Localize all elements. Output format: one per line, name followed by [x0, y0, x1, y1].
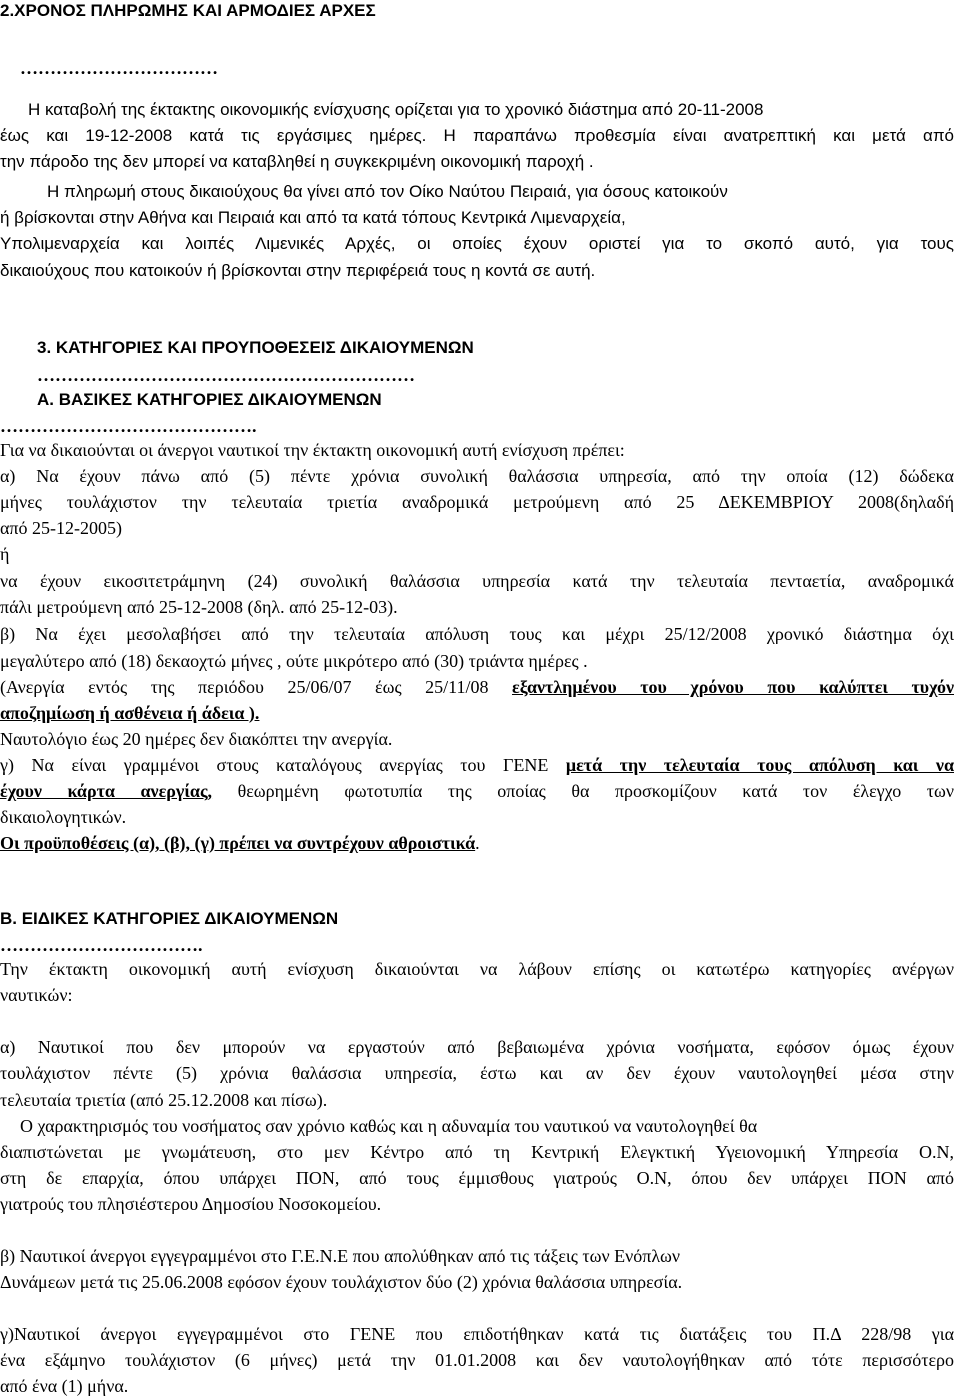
- emphasis-text: Οι προϋποθέσεις (α), (β), (γ) πρέπει να συντρέχουν αθροιστικά: [0, 833, 476, 853]
- section-heading-payment: 2.ΧΡΟΝΟΣ ΠΛΗΡΩΜΗΣ ΚΑΙ ΑΡΜΟΔΙΕΣ ΑΡΧΕΣ: [0, 1, 376, 20]
- paragraph-line: Δυνάμεων μετά τις 25.06.2008 εφόσον έχουν τουλάχιστον δύο (2) χρόνια θαλάσσια υπηρεσία.: [0, 1272, 683, 1292]
- paragraph-line: Ο χαρακτηρισμός του νοσήματος σαν χρόνιο καθώς και η αδυναμία του ναυτικού να ναυτολογηθεί θα: [20, 1116, 758, 1136]
- paragraph-text: (Ανεργία εντός της περιόδου 25/06/07 έως 25/11/08: [0, 677, 513, 697]
- paragraph-line: Για να δικαιούνται οι άνεργοι ναυτικοί την έκτακτη οικονομική αυτή ενίσχυση πρέπει:: [0, 440, 625, 460]
- paragraph-line: Υπολιμεναρχεία και λοιπές Λιμενικές Αρχές, οι οποίες έχουν οριστεί για το σκοπό αυτό, για τους: [0, 234, 954, 253]
- dotted-separator: ……………………………: [20, 58, 218, 78]
- paragraph-line: την πάροδο της δεν μπορεί να καταβληθεί η συγκεκριμένη οικονομική παροχή .: [0, 152, 594, 171]
- paragraph-line: β) Ναυτικοί άνεργοι εγγεγραμμένοι στο Γ.Ε.Ν.Ε που απολύθηκαν από τις τάξεις των Ενόπλων: [0, 1246, 681, 1266]
- emphasis-text: εξαντλημένου του χρόνου που καλύπτει τυχόν: [512, 677, 954, 697]
- paragraph-text: .: [475, 833, 480, 853]
- paragraph-line: γ)Ναυτικοί άνεργοι εγγεγραμμένοι στο ΓΕΝΕ που επιδοτήθηκαν κατά τις διατάξεις του Π.Δ 228/98 για: [0, 1324, 954, 1344]
- paragraph-line: δικαιούχους που κατοικούν ή βρίσκονται στην περιφέρειά τους η κοντά σε αυτή.: [0, 261, 596, 280]
- paragraph-line: να έχουν εικοσιτετράμηνη (24) συνολική θαλάσσια υπηρεσία κατά την τελευταία πενταετία, αναδρομικά: [0, 571, 954, 591]
- paragraph-line: τελευταία τριετία (από 25.12.2008 και πίσω).: [0, 1090, 328, 1110]
- paragraph-line: Η πληρωμή στους δικαιούχους θα γίνει από τον Οίκο Ναύτου Πειραιά, για όσους κατοικούν: [47, 182, 728, 201]
- dotted-separator: ………………………………………………………: [37, 365, 415, 385]
- emphasis-text: μετά την τελευταία τους απόλυση και να: [565, 755, 954, 775]
- paragraph-line: από ένα (1) μήνα.: [0, 1376, 129, 1396]
- paragraph-line: [0, 753, 954, 777]
- paragraph-line: στη δε επαρχία, όπου υπάρχει ΠΟΝ, από τους έμμισθους γιατρούς Ο.Ν, όπου δεν υπάρχει ΠΟΝ από: [0, 1168, 954, 1188]
- paragraph-line: γιατρούς του πλησιέστερου Δημοσίου Νοσοκομείου.: [0, 1194, 382, 1214]
- paragraph-line: μεγαλύτερο από (18) δεκαοχτώ μήνες , ούτε μικρότερο από (30) τριάντα ημέρες .: [0, 651, 588, 671]
- paragraph-line: ή βρίσκονται στην Αθήνα και Πειραιά και από τα κατά τόπους Κεντρικά Λιμεναρχεία,: [0, 208, 626, 227]
- paragraph-line: έως και 19-12-2008 κατά τις εργάσιμες ημέρες. Η παραπάνω προθεσμία είναι ανατρεπτική και μετά από: [0, 126, 954, 145]
- emphasis-text: έχουν κάρτα ανεργίας,: [0, 781, 213, 801]
- dotted-separator: …………………………………….: [0, 416, 257, 436]
- paragraph-line: α) Ναυτικοί που δεν μπορούν να εργαστούν από βεβαιωμένα χρόνια νοσήματα, εφόσον όμως έχουν: [0, 1037, 954, 1057]
- paragraph-text: θεωρημένη φωτοτυπία της οποίας θα προσκομίζουν κατά τον έλεγχο των: [212, 781, 954, 801]
- paragraph-line: [0, 779, 954, 803]
- paragraph-line: α) Να έχουν πάνω από (5) πέντε χρόνια συνολική θαλάσσια υπηρεσία, από την οποία (12) δώδεκα: [0, 466, 954, 486]
- emphasis-line: αποζημίωση ή ασθένεια ή άδεια ).: [0, 703, 260, 723]
- paragraph-line: από 25-12-2005): [0, 518, 123, 538]
- dotted-separator: …………………………….: [0, 935, 203, 955]
- subsection-heading-special: Β. ΕΙΔΙΚΕΣ ΚΑΤΗΓΟΡΙΕΣ ΔΙΚΑΙΟΥΜΕΝΩΝ: [0, 909, 339, 928]
- paragraph-line: τουλάχιστον πέντε (5) χρόνια θαλάσσια υπηρεσία, έστω και αν δεν έχουν ναυτολογηθεί μέσα στην: [0, 1063, 954, 1083]
- subsection-heading-basic: Α. ΒΑΣΙΚΕΣ ΚΑΤΗΓΟΡΙΕΣ ΔΙΚΑΙΟΥΜΕΝΩΝ: [37, 390, 382, 409]
- paragraph-line: Ναυτολόγιο έως 20 ημέρες δεν διακόπτει την ανεργία.: [0, 729, 393, 749]
- paragraph-line: πάλι μετρούμενη από 25-12-2008 (δηλ. από 25-12-03).: [0, 597, 398, 617]
- paragraph-line: Την έκτακτη οικονομική αυτή ενίσχυση δικαιούνται να λάβουν επίσης οι κατωτέρω κατηγορίες ανέργων: [0, 959, 954, 979]
- paragraph-line: δικαιολογητικών.: [0, 807, 127, 827]
- paragraph-line: ή: [0, 544, 10, 564]
- paragraph-line: ένα εξάμηνο τουλάχιστον (6 μήνες) μετά την 01.01.2008 και δεν ναυτολογήθηκαν από τότε περισσότερο: [0, 1350, 954, 1370]
- paragraph-line: ναυτικών:: [0, 985, 73, 1005]
- paragraph-line: Η καταβολή της έκτακτης οικονομικής ενίσχυσης ορίζεται για το χρονικό διάστημα από 20-11-2008: [28, 100, 764, 119]
- paragraph-line: [0, 831, 954, 855]
- paragraph-line: μήνες τουλάχιστον την τελευταία τριετία αναδρομικά μετρούμενη από 25 ΔΕΚΕΜΒΡΙΟΥ 2008(δηλαδή: [0, 492, 954, 512]
- paragraph-line: β) Να έχει μεσολαβήσει από την τελευταία απόλυση τους και μέχρι 25/12/2008 χρονικό διάστημα όχι: [0, 624, 954, 644]
- paragraph-line: [0, 675, 954, 699]
- paragraph-line: διαπιστώνεται με γνωμάτευση, στο μεν Κέντρο από τη Κεντρική Ελεγκτική Υγειονομική Υπηρεσία Ο.Ν,: [0, 1142, 954, 1162]
- section-heading-categories: 3. ΚΑΤΗΓΟΡΙΕΣ ΚΑΙ ΠΡΟΥΠΟΘΕΣΕΙΣ ΔΙΚΑΙΟΥΜΕΝΩΝ: [37, 338, 474, 357]
- paragraph-text: γ) Να είναι γραμμένοι στους καταλόγους ανεργίας του ΓΕΝΕ: [0, 755, 566, 775]
